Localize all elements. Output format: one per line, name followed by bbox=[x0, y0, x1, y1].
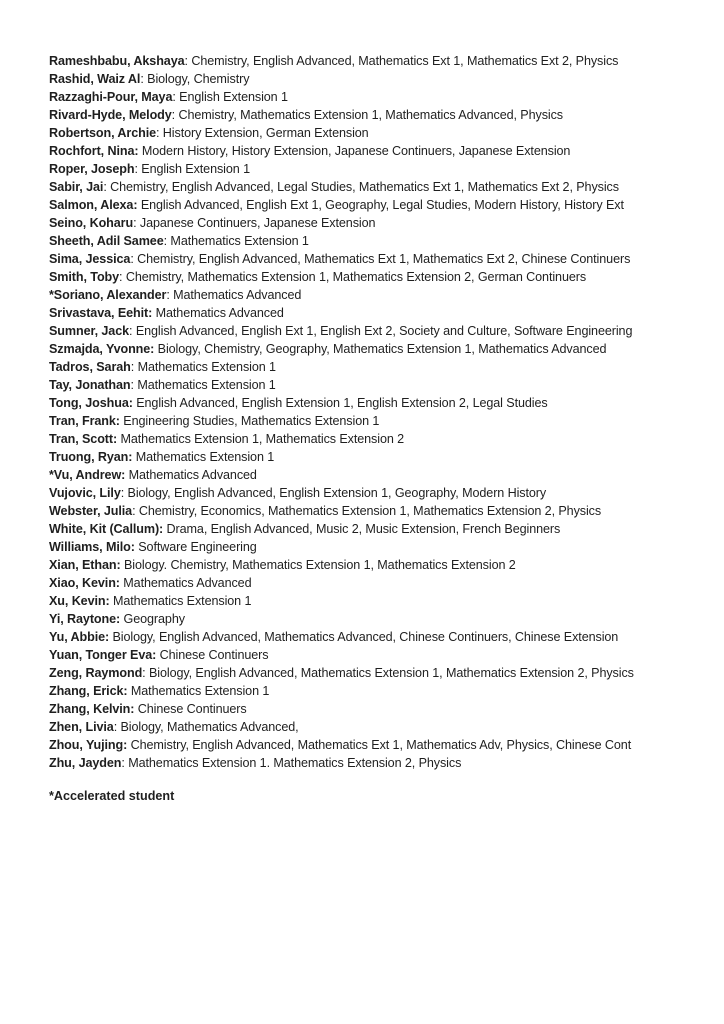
student-name: Rochfort, Nina: bbox=[49, 144, 139, 158]
student-line bbox=[49, 682, 704, 700]
student-name: Seino, Koharu bbox=[49, 216, 134, 230]
student-subjects: : History Extension, German Extension bbox=[156, 126, 369, 140]
student-name: Sabir, Jai bbox=[49, 180, 104, 194]
student-line bbox=[49, 754, 704, 772]
student-name: Zeng, Raymond bbox=[49, 666, 143, 680]
student-name: Smith, Toby bbox=[49, 270, 120, 284]
student-line bbox=[49, 250, 704, 268]
student-name: Zhen, Livia bbox=[49, 720, 114, 734]
student-subjects: : Chemistry, English Advanced, Mathematics Ext 1, Mathematics Ext 2, Physics bbox=[184, 54, 619, 68]
student-line bbox=[49, 52, 704, 70]
student-line bbox=[49, 196, 704, 214]
student-subjects: Biology. Chemistry, Mathematics Extension 1, Mathematics Extension 2 bbox=[120, 558, 516, 572]
student-subjects: : Mathematics Extension 1 bbox=[163, 234, 309, 248]
student-name: Sheeth, Adil Samee bbox=[49, 234, 164, 248]
student-name: Zhou, Yujing: bbox=[49, 738, 128, 752]
student-subjects: Engineering Studies, Mathematics Extension 1 bbox=[119, 414, 380, 428]
student-subjects: Chinese Continuers bbox=[134, 702, 247, 716]
student-name: Webster, Julia bbox=[49, 504, 133, 518]
student-name: Zhang, Kelvin: bbox=[49, 702, 135, 716]
student-subjects: : Chemistry, English Advanced, Legal Studies, Mathematics Ext 1, Mathematics Ext 2, Physics bbox=[103, 180, 619, 194]
student-lines-container bbox=[49, 52, 704, 772]
student-line bbox=[49, 538, 704, 556]
accelerated-student-note: *Accelerated student bbox=[49, 789, 175, 803]
student-line bbox=[49, 106, 704, 124]
student-subjects: Mathematics Advanced bbox=[119, 576, 252, 590]
student-name: Yi, Raytone: bbox=[49, 612, 121, 626]
student-subjects: Software Engineering bbox=[134, 540, 257, 554]
student-subjects: : Biology, Chemistry bbox=[140, 72, 250, 86]
student-line bbox=[49, 160, 704, 178]
student-line bbox=[49, 394, 704, 412]
student-subjects: : English Extension 1 bbox=[172, 90, 288, 104]
student-subjects: Biology, Chemistry, Geography, Mathematics Extension 1, Mathematics Advanced bbox=[154, 342, 607, 356]
student-line bbox=[49, 376, 704, 394]
student-subjects: : Chemistry, Economics, Mathematics Extension 1, Mathematics Extension 2, Physics bbox=[132, 504, 602, 518]
student-subjects: : Mathematics Advanced bbox=[166, 288, 302, 302]
student-subjects: : Chemistry, English Advanced, Mathematics Ext 1, Mathematics Ext 2, Chinese Continuers bbox=[130, 252, 631, 266]
student-line bbox=[49, 88, 704, 106]
student-line bbox=[49, 592, 704, 610]
student-name: Sima, Jessica bbox=[49, 252, 131, 266]
student-line bbox=[49, 718, 704, 736]
student-name: *Soriano, Alexander bbox=[49, 288, 167, 302]
student-line bbox=[49, 520, 704, 538]
student-line bbox=[49, 664, 704, 682]
student-subjects: Drama, English Advanced, Music 2, Music Extension, French Beginners bbox=[163, 522, 561, 536]
student-subjects: : English Advanced, English Ext 1, English Ext 2, Society and Culture, Software Engineering bbox=[129, 324, 633, 338]
student-subjects: : Mathematics Extension 1. Mathematics Extension 2, Physics bbox=[121, 756, 462, 770]
student-line bbox=[49, 304, 704, 322]
student-name: Zhu, Jayden bbox=[49, 756, 122, 770]
student-name: Roper, Joseph bbox=[49, 162, 135, 176]
student-line bbox=[49, 502, 704, 520]
student-subjects: Chinese Continuers bbox=[156, 648, 269, 662]
student-line bbox=[49, 646, 704, 664]
student-name: Tran, Scott: bbox=[49, 432, 118, 446]
student-name: Truong, Ryan: bbox=[49, 450, 133, 464]
student-line bbox=[49, 232, 704, 250]
student-name: Rameshbabu, Akshaya bbox=[49, 54, 185, 68]
student-line bbox=[49, 448, 704, 466]
student-name: Sumner, Jack bbox=[49, 324, 130, 338]
student-line bbox=[49, 214, 704, 232]
student-line bbox=[49, 286, 704, 304]
student-subjects: : Mathematics Extension 1 bbox=[130, 378, 276, 392]
student-line bbox=[49, 322, 704, 340]
student-name: Tay, Jonathan bbox=[49, 378, 131, 392]
student-name: Rivard-Hyde, Melody bbox=[49, 108, 172, 122]
student-line bbox=[49, 574, 704, 592]
student-subjects: Biology, English Advanced, Mathematics Advanced, Chinese Continuers, Chinese Extension bbox=[109, 630, 619, 644]
student-line bbox=[49, 268, 704, 286]
student-subjects: Modern History, History Extension, Japanese Continuers, Japanese Extension bbox=[138, 144, 571, 158]
student-subjects: Mathematics Extension 1 bbox=[109, 594, 252, 608]
student-name: White, Kit (Callum): bbox=[49, 522, 164, 536]
student-line bbox=[49, 70, 704, 88]
student-subjects: Mathematics Extension 1 bbox=[132, 450, 275, 464]
student-line bbox=[49, 484, 704, 502]
student-name: Xian, Ethan: bbox=[49, 558, 121, 572]
student-subjects: English Advanced, English Ext 1, Geography, Legal Studies, Modern History, History Ext bbox=[137, 198, 624, 212]
student-line bbox=[49, 628, 704, 646]
student-subjects: : Biology, English Advanced, English Extension 1, Geography, Modern History bbox=[120, 486, 547, 500]
student-subjects: : Chemistry, Mathematics Extension 1, Mathematics Extension 2, German Continuers bbox=[119, 270, 587, 284]
student-name: Xu, Kevin: bbox=[49, 594, 110, 608]
student-subjects: : Biology, English Advanced, Mathematics Extension 1, Mathematics Extension 2, Physics bbox=[142, 666, 634, 680]
student-subjects: : Mathematics Extension 1 bbox=[130, 360, 276, 374]
student-name: Szmajda, Yvonne: bbox=[49, 342, 155, 356]
student-name: Salmon, Alexa: bbox=[49, 198, 138, 212]
student-subjects: : Chemistry, Mathematics Extension 1, Mathematics Advanced, Physics bbox=[171, 108, 563, 122]
student-line bbox=[49, 466, 704, 484]
student-line bbox=[49, 556, 704, 574]
student-name: Tran, Frank: bbox=[49, 414, 120, 428]
student-subject-list bbox=[49, 52, 704, 805]
student-name: Razzaghi-Pour, Maya bbox=[49, 90, 173, 104]
student-name: Robertson, Archie bbox=[49, 126, 156, 140]
student-name: Rashid, Waiz Al bbox=[49, 72, 141, 86]
student-name: Zhang, Erick: bbox=[49, 684, 128, 698]
student-subjects: Mathematics Extension 1 bbox=[127, 684, 270, 698]
student-subjects: : English Extension 1 bbox=[134, 162, 250, 176]
student-name: Yuan, Tonger Eva: bbox=[49, 648, 157, 662]
student-subjects: English Advanced, English Extension 1, English Extension 2, Legal Studies bbox=[132, 396, 548, 410]
student-line bbox=[49, 178, 704, 196]
student-line bbox=[49, 610, 704, 628]
student-line bbox=[49, 736, 704, 754]
student-subjects: : Japanese Continuers, Japanese Extension bbox=[133, 216, 376, 230]
student-name: Vujovic, Lily bbox=[49, 486, 121, 500]
student-name: Tadros, Sarah bbox=[49, 360, 131, 374]
student-name: Williams, Milo: bbox=[49, 540, 135, 554]
student-name: Yu, Abbie: bbox=[49, 630, 110, 644]
student-subjects: : Biology, Mathematics Advanced, bbox=[113, 720, 299, 734]
student-name: Xiao, Kevin: bbox=[49, 576, 120, 590]
student-name: Tong, Joshua: bbox=[49, 396, 133, 410]
student-subjects: Mathematics Advanced bbox=[125, 468, 257, 482]
student-line bbox=[49, 142, 704, 160]
student-subjects: Mathematics Advanced bbox=[152, 306, 284, 320]
student-line bbox=[49, 358, 704, 376]
student-name: *Vu, Andrew: bbox=[49, 468, 126, 482]
student-name: Srivastava, Eehit: bbox=[49, 306, 153, 320]
student-line bbox=[49, 412, 704, 430]
student-line bbox=[49, 124, 704, 142]
student-subjects: Chemistry, English Advanced, Mathematics Ext 1, Mathematics Adv, Physics, Chinese Cont bbox=[127, 738, 632, 752]
student-line bbox=[49, 700, 704, 718]
student-subjects: Mathematics Extension 1, Mathematics Extension 2 bbox=[117, 432, 405, 446]
student-line bbox=[49, 430, 704, 448]
student-line bbox=[49, 340, 704, 358]
student-subjects: Geography bbox=[120, 612, 185, 626]
